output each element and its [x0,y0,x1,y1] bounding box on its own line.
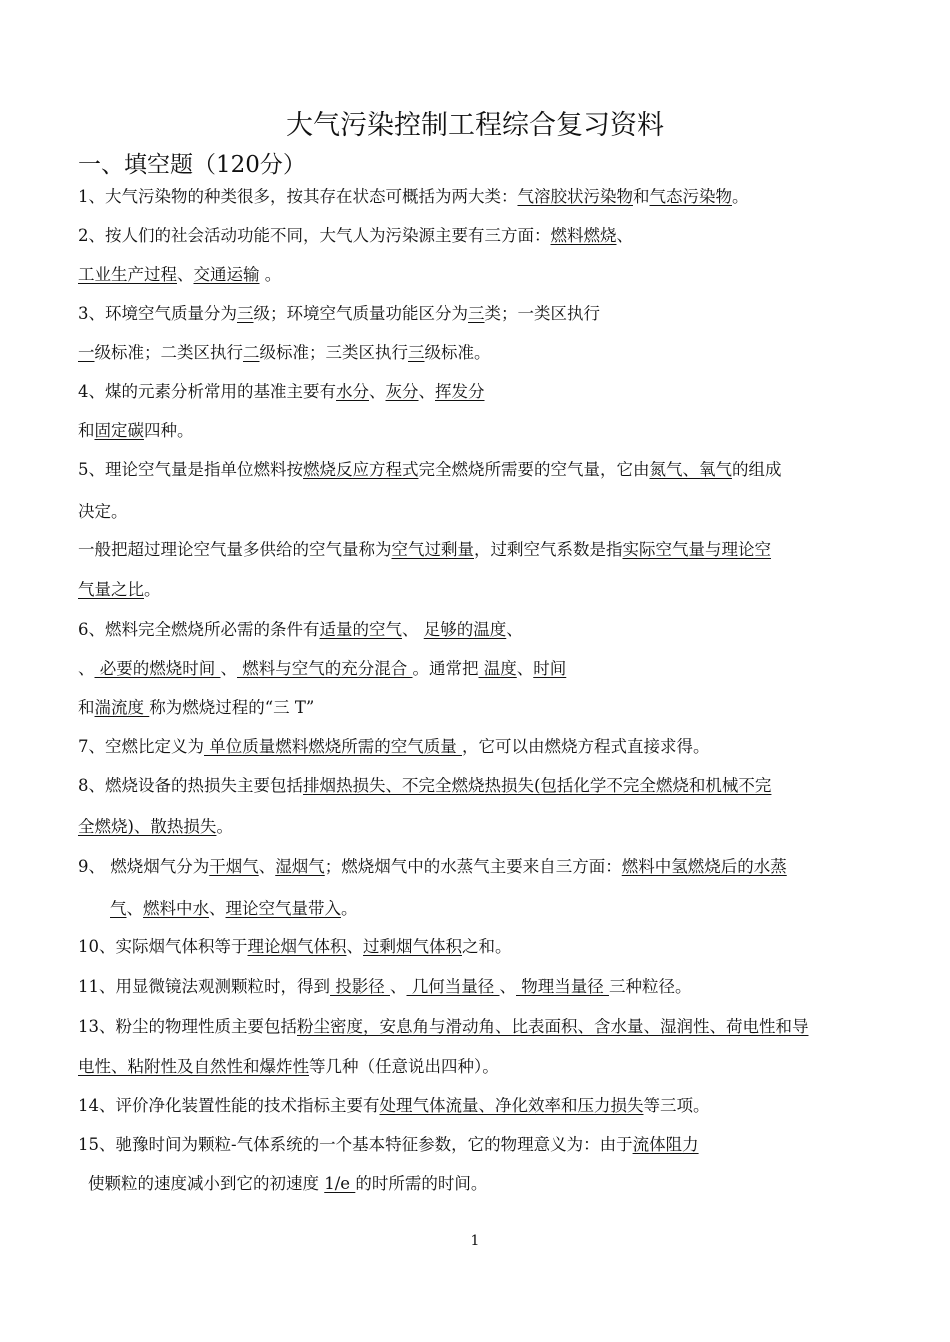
answer-text: 气 [110,899,127,918]
answer-text: 灰分 [385,382,419,401]
answer-text: 几何当量径 [406,977,500,996]
answer-text: 一 [78,343,95,362]
question-text: 1、大气污染物的种类很多，按其存在状态可概括为两大类： [78,187,518,206]
answer-text: 1/e [324,1174,356,1193]
answer-text: 燃料与空气的充分混合 [237,659,413,678]
question-text: 、 [258,857,276,876]
question-text: 级标准；二类区执行 [94,343,243,362]
question-text: 决定。 [78,502,128,521]
answer-text: 粉尘密度，安息角与滑动角、比表面积、含水量、湿润性、荷电性和导 [297,1017,809,1036]
question-text: 类；一类区执行 [484,304,600,323]
question-text: 。 [732,187,749,206]
section-heading: 一、填空题（120分） [78,152,306,178]
text-line [78,224,878,248]
question-text: 7、空燃比定义为 [78,737,204,756]
question-text: ，它可以由燃烧方程式直接求得。 [462,737,710,756]
question-text: 级标准。 [424,343,491,362]
answer-text: 三 [237,304,254,323]
text-line [78,185,878,209]
page-title: 大气污染控制工程综合复习资料 [286,110,664,141]
answer-text: 足够的温度 [423,620,507,639]
question-text: 、 [126,899,143,918]
answer-text: 温度 [478,659,517,678]
answer-text: 投影径 [330,977,390,996]
answer-text: 时间 [533,659,567,678]
answer-text: 过剩烟气体积 [363,937,462,956]
question-text: 11、用显微镜法观测颗粒时，得到 [78,977,330,996]
answer-text: 全燃烧)、散热损失 [78,817,217,836]
answer-text: 氮气、氧气 [649,460,732,479]
question-text: ，过剩空气系数是指 [474,540,623,559]
question-text: 2、按人们的社会活动功能不同，大气人为污染源主要有三方面： [78,226,551,245]
question-text: 。 [341,899,358,918]
answer-text: 燃料燃烧 [550,226,617,245]
question-text: 和 [78,421,95,440]
question-text: 级；环境空气质量功能区分为 [253,304,468,323]
answer-text: 挥发分 [435,382,485,401]
question-text: 等三项。 [643,1096,710,1115]
question-text: 的组成 [732,460,782,479]
text-line [78,538,878,562]
answer-text: 实际空气量与理论空 [622,540,771,559]
question-text: 。通常把 [412,659,479,678]
question-text: 级标准；三类区执行 [259,343,408,362]
question-text: 和 [633,187,650,206]
answer-text: 排烟热损失、不完全燃烧热损失(包括化学不完全燃烧和机械不完 [303,776,772,795]
answer-text: 燃烧反应方程式 [303,460,419,479]
answer-text: 理论空气量带入 [225,899,341,918]
text-line [78,578,878,602]
answer-text: 工业生产过程 [78,265,177,284]
answer-text: 空气过剩量 [391,540,474,559]
answer-text: 二 [243,343,260,362]
page-number: 1 [470,1233,480,1249]
answer-text: 湍流度 [94,698,150,717]
question-text: 、 [616,226,633,245]
answer-text: 气溶胶状污染物 [517,187,633,206]
answer-text: 交通运输 [193,265,260,284]
question-text: 、 [516,659,534,678]
answer-text: 单位质量燃料燃烧所需的空气质量 [204,737,462,756]
question-text: 之和。 [462,937,512,956]
text-line [78,302,878,326]
question-text: 6、燃料完全燃烧所必需的条件有 [78,620,320,639]
text-line [78,419,878,443]
question-text: 5、理论空气量是指单位燃料按 [78,460,303,479]
question-text: 、 [346,937,363,956]
text-line [78,815,878,839]
question-text: ；燃烧烟气中的水蒸气主要来自三方面： [324,857,622,876]
answer-text: 燃料中氢燃烧后的水蒸 [621,857,787,876]
question-text: 称为燃烧过程的“三 T” [149,698,315,717]
answer-text: 必要的燃烧时间 [94,659,221,678]
answer-text: 干烟气 [209,857,259,876]
answer-text: 适量的空气 [319,620,402,639]
text-line [78,1133,878,1157]
question-text: 、 [220,659,237,678]
question-text: 。 [259,265,282,284]
question-text: 、 [499,977,516,996]
question-text: 等几种（任意说出四种）。 [309,1057,499,1076]
text-line [78,1015,878,1039]
question-text: 14、评价净化装置性能的技术指标主要有 [78,1096,380,1115]
answer-text: 水分 [336,382,369,401]
text-line [78,774,878,798]
question-text: 、 [177,265,194,284]
text-line [78,458,878,482]
text-line [78,696,878,720]
text-line [78,935,878,959]
question-text: 、 [78,659,95,678]
answer-text: 流体阻力 [632,1135,699,1154]
question-text: 、 [390,977,407,996]
answer-text: 三 [408,343,425,362]
text-line [78,657,878,681]
answer-text: 理论烟气体积 [247,937,347,956]
answer-text: 处理气体流量、净化效率和压力损失 [379,1096,644,1115]
question-text: 、 [402,620,424,639]
question-text: 完全燃烧所需要的空气量，它由 [418,460,650,479]
question-text: 。 [216,817,233,836]
question-text: 3、环境空气质量分为 [78,304,237,323]
question-text: 8、燃烧设备的热损失主要包括 [78,776,303,795]
text-line [78,341,878,365]
text-line [110,897,910,921]
answer-text: 物理当量径 [516,977,609,996]
question-text: 15、驰豫时间为颗粒-气体系统的一个基本特征参数，它的物理意义为：由于 [78,1135,633,1154]
text-line [78,380,878,404]
question-text: 、 [506,620,523,639]
answer-text: 固定碳 [94,421,144,440]
answer-text: 三 [468,304,485,323]
question-text: 使颗粒的速度减小到它的初速度 [88,1174,325,1193]
question-text: 一般把超过理论空气量多供给的空气量称为 [78,540,392,559]
question-text: 、 [418,382,435,401]
question-text: 9、 燃烧烟气分为 [78,857,210,876]
question-text: 13、粉尘的物理性质主要包括 [78,1017,297,1036]
question-text: 、 [369,382,386,401]
text-line [78,1055,878,1079]
text-line [78,1094,878,1118]
text-line [78,500,878,524]
question-text: 4、煤的元素分析常用的基准主要有 [78,382,336,401]
answer-text: 燃料中水 [143,899,209,918]
question-text: 三种粒径。 [609,977,692,996]
text-line [78,263,878,287]
text-line [78,975,878,999]
answer-text: 气量之比 [78,580,144,599]
question-text: 。 [144,580,161,599]
question-text: 、 [209,899,226,918]
text-line [88,1172,888,1196]
answer-text: 电性、粘附性及自然性和爆炸性 [78,1057,309,1076]
text-line [78,618,878,642]
question-text: 四种。 [144,421,194,440]
question-text: 的时所需的时间。 [355,1174,488,1193]
question-text: 10、实际烟气体积等于 [78,937,248,956]
answer-text: 气态污染物 [649,187,732,206]
text-line [78,855,878,879]
question-text: 和 [78,698,95,717]
text-line [78,735,878,759]
answer-text: 湿烟气 [275,857,325,876]
